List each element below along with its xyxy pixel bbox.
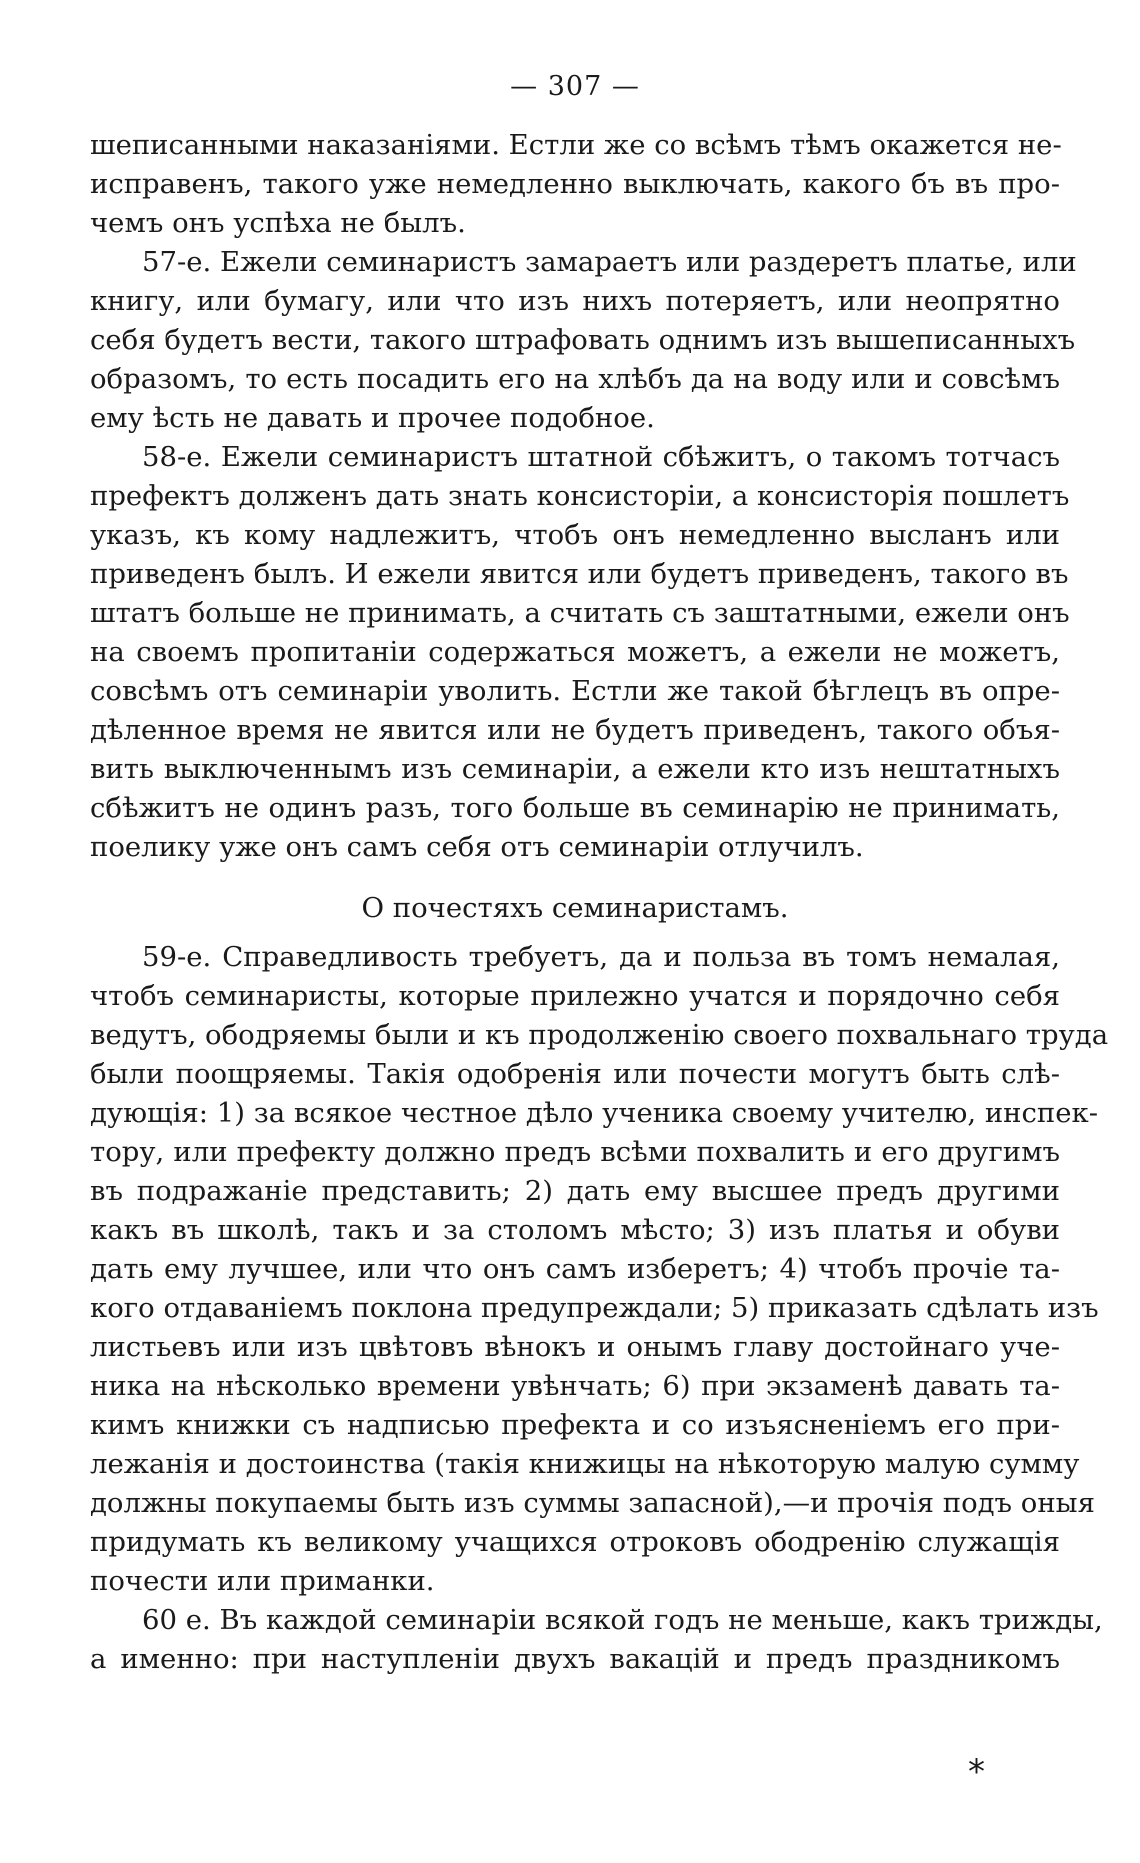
text-line: на своемъ пропитаніи содержаться можетъ, а ежели не можетъ, xyxy=(90,636,1060,668)
text-line: кого отдаваніемъ поклона предупреждали; 5) приказать сдѣлать изъ xyxy=(90,1292,1099,1324)
text-line: кимъ книжки съ надписью префекта и со изъясненіемъ его при- xyxy=(90,1409,1060,1441)
text-line: указъ, къ кому надлежитъ, чтобъ онъ немедленно высланъ или xyxy=(90,519,1060,551)
text-line: ведутъ, ободряемы были и къ продолженію своего похвальнаго труда xyxy=(90,1019,1109,1051)
text-line: приведенъ былъ. И ежели явится или будетъ приведенъ, такого въ xyxy=(90,558,1069,590)
section-heading: О почестяхъ семинаристамъ. xyxy=(361,892,789,924)
text-line: поелику уже онъ самъ себя отъ семинаріи отлучилъ. xyxy=(90,831,864,863)
text-line: дующія: 1) за всякое честное дѣло ученика своему учителю, инспек- xyxy=(90,1097,1098,1129)
text-line: дѣленное время не явится или не будетъ приведенъ, такого объя- xyxy=(90,714,1060,746)
text-line: какъ въ школѣ, такъ и за столомъ мѣсто; 3) изъ платья и обуви xyxy=(90,1214,1060,1246)
text-line: тору, или префекту должно предъ всѣми похвалить и его другимъ xyxy=(90,1136,1060,1168)
text-line: были поощряемы. Такія одобренія или почести могутъ быть слѣ- xyxy=(90,1058,1060,1090)
text-line: префектъ долженъ дать знать консисторіи, а консисторія пошлетъ xyxy=(90,480,1070,512)
text-line: вить выключеннымъ изъ семинаріи, а ежели кто изъ нештатныхъ xyxy=(90,753,1060,785)
paragraph-59 xyxy=(90,938,1109,1601)
text-line: 58-е. Ежели семинаристъ штатной сбѣжитъ, о такомъ тотчасъ xyxy=(142,441,1060,473)
text-line: чтобъ семинаристы, которые прилежно учатся и порядочно себя xyxy=(90,980,1060,1012)
text-line: штатъ больше не принимать, а считать съ заштатными, ежели онъ xyxy=(90,597,1070,629)
page-number: — 307 — xyxy=(510,71,640,102)
text-line: ника на нѣсколько времени увѣнчать; 6) при экзаменѣ давать та- xyxy=(90,1370,1060,1402)
text-line: въ подражаніе представить; 2) дать ему высшее предъ другими xyxy=(90,1175,1060,1207)
paragraph-intro xyxy=(90,126,1060,243)
paragraph-60 xyxy=(90,1601,1103,1679)
text-line: 60 е. Въ каждой семинаріи всякой годъ не меньше, какъ трижды, xyxy=(142,1604,1103,1636)
paragraph-57 xyxy=(90,243,1077,438)
text-line: должны покупаемы быть изъ суммы запасной),—и прочія подъ оныя xyxy=(90,1487,1095,1519)
text-line: лежанія и достоинства (такія книжицы на нѣкоторую малую сумму xyxy=(90,1448,1080,1480)
text-line: образомъ, то есть посадить его на хлѣбъ да на воду или и совсѣмъ xyxy=(90,363,1060,395)
page xyxy=(90,70,1109,1679)
text-line: а именно: при наступленіи двухъ вакацій и предъ праздникомъ xyxy=(90,1643,1060,1675)
text-line: себя будетъ вести, такого штрафовать однимъ изъ вышеписанныхъ xyxy=(90,324,1076,356)
text-line: дать ему лучшее, или что онъ самъ изберетъ; 4) чтобъ прочіе та- xyxy=(90,1253,1060,1285)
text-line: сбѣжитъ не одинъ разъ, того больше въ семинарію не принимать, xyxy=(90,792,1060,824)
text-line: листьевъ или изъ цвѣтовъ вѣнокъ и онымъ главу достойнаго уче- xyxy=(90,1331,1060,1363)
text-line: придумать къ великому учащихся отроковъ ободренію служащія xyxy=(90,1526,1060,1558)
text-line: исправенъ, такого уже немедленно выключать, какого бъ въ про- xyxy=(90,168,1060,200)
paragraph-58 xyxy=(90,438,1070,867)
text-line: совсѣмъ отъ семинаріи уволить. Естли же такой бѣглецъ въ опре- xyxy=(90,675,1060,707)
text-line: шеписанными наказаніями. Естли же со всѣмъ тѣмъ окажется не- xyxy=(90,129,1062,161)
text-line: 59-е. Справедливость требуетъ, да и польза въ томъ немалая, xyxy=(142,941,1060,973)
text-line: 57-е. Ежели семинаристъ замараетъ или раздеретъ платье, или xyxy=(142,246,1077,278)
signature-mark: * xyxy=(968,1752,985,1792)
text-line: книгу, или бумагу, или что изъ нихъ потеряетъ, или неопрятно xyxy=(90,285,1060,317)
text-line: ему ѣсть не давать и прочее подобное. xyxy=(90,402,655,434)
text-line: почести или приманки. xyxy=(90,1565,435,1597)
text-line: чемъ онъ успѣха не былъ. xyxy=(90,207,466,239)
